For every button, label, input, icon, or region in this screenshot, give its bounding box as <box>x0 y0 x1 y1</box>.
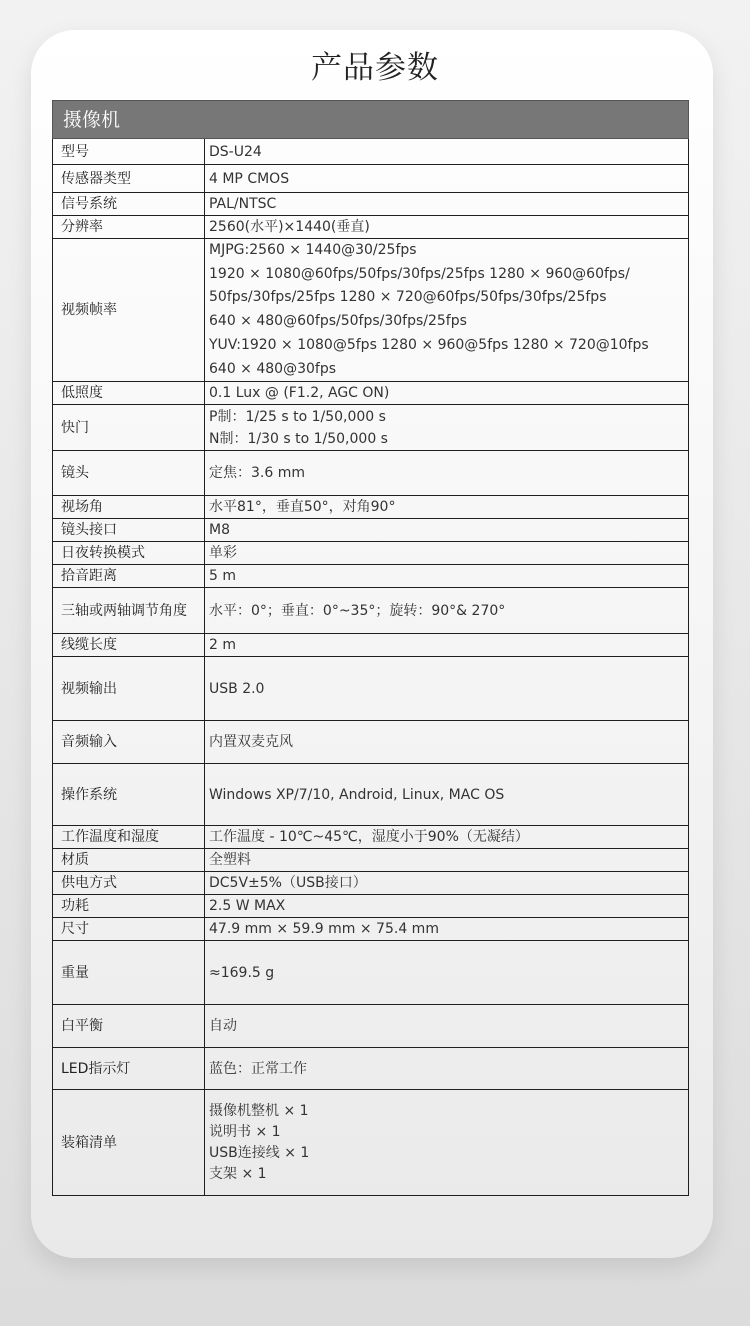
spec-value-lens-mount: M8 <box>205 519 689 542</box>
table-row <box>53 565 689 588</box>
spec-value-framerate: MJPG:2560 × 1440@30/25fps 1920 × 1080@60fps/50fps/30fps/25fps 1280 × 960@60fps/ 50fps/30fps/25fps 1280 × 720@60fps/50fps/30fps/25fps 640 × 480@60fps/50fps/30fps/25fps YUV:1920 × 1080@5fps 1280 × 960@5fps 1280 × 720@10fps 640 × 480@30fps <box>205 239 689 382</box>
spec-name-pickup-distance: 拾音距离 <box>53 565 205 588</box>
spec-table <box>52 100 689 1196</box>
spec-name-lens: 镜头 <box>53 451 205 496</box>
table-row <box>53 826 689 849</box>
spec-value-video-output: USB 2.0 <box>205 657 689 721</box>
table-row <box>53 1090 689 1196</box>
spec-name-os: 操作系统 <box>53 764 205 826</box>
spec-name-min-illumination: 低照度 <box>53 382 205 405</box>
spec-value-material: 全塑料 <box>205 849 689 872</box>
spec-value-temp-humidity: 工作温度 - 10℃~45℃，湿度小于90%（无凝结） <box>205 826 689 849</box>
spec-name-weight: 重量 <box>53 941 205 1005</box>
table-row <box>53 165 689 193</box>
table-row <box>53 451 689 496</box>
section-title: 摄像机 <box>53 101 689 139</box>
spec-name-power-consumption: 功耗 <box>53 895 205 918</box>
spec-value-resolution: 2560(水平)×1440(垂直) <box>205 216 689 239</box>
spec-value-signal: PAL/NTSC <box>205 193 689 216</box>
spec-value-pickup-distance: 5 m <box>205 565 689 588</box>
spec-value-dimensions: 47.9 mm × 59.9 mm × 75.4 mm <box>205 918 689 941</box>
spec-value-weight: ≈169.5 g <box>205 941 689 1005</box>
spec-name-temp-humidity: 工作温度和湿度 <box>53 826 205 849</box>
table-row <box>53 193 689 216</box>
spec-value-sensor: 4 MP CMOS <box>205 165 689 193</box>
spec-value-lens: 定焦：3.6 mm <box>205 451 689 496</box>
spec-name-material: 材质 <box>53 849 205 872</box>
table-row <box>53 721 689 764</box>
spec-name-shutter: 快门 <box>53 405 205 451</box>
spec-value-led: 蓝色：正常工作 <box>205 1048 689 1090</box>
spec-name-sensor: 传感器类型 <box>53 165 205 193</box>
spec-name-adjust-angle: 三轴或两轴调节角度 <box>53 588 205 634</box>
spec-name-framerate: 视频帧率 <box>53 239 205 382</box>
spec-name-audio-input: 音频输入 <box>53 721 205 764</box>
table-row <box>53 1048 689 1090</box>
spec-value-audio-input: 内置双麦克风 <box>205 721 689 764</box>
spec-name-power-supply: 供电方式 <box>53 872 205 895</box>
spec-value-cable-length: 2 m <box>205 634 689 657</box>
spec-value-model: DS-U24 <box>205 139 689 165</box>
spec-value-white-balance: 自动 <box>205 1005 689 1048</box>
table-row <box>53 405 689 451</box>
table-row <box>53 519 689 542</box>
table-row <box>53 849 689 872</box>
spec-name-package-list: 装箱清单 <box>53 1090 205 1196</box>
table-row <box>53 496 689 519</box>
spec-value-power-supply: DC5V±5%（USB接口） <box>205 872 689 895</box>
page-title: 产品参数 <box>311 50 439 86</box>
table-row <box>53 382 689 405</box>
spec-name-model: 型号 <box>53 139 205 165</box>
spec-value-package-list: 摄像机整机 × 1 说明书 × 1 USB连接线 × 1 支架 × 1 <box>205 1090 689 1196</box>
table-row <box>53 588 689 634</box>
table-row <box>53 918 689 941</box>
table-row <box>53 216 689 239</box>
table-row <box>53 657 689 721</box>
table-row <box>53 872 689 895</box>
spec-value-fov: 水平81°，垂直50°，对角90° <box>205 496 689 519</box>
table-row <box>53 895 689 918</box>
spec-value-day-night: 单彩 <box>205 542 689 565</box>
table-row <box>53 1005 689 1048</box>
table-row <box>53 634 689 657</box>
table-row <box>53 139 689 165</box>
spec-name-signal: 信号系统 <box>53 193 205 216</box>
spec-name-lens-mount: 镜头接口 <box>53 519 205 542</box>
spec-value-min-illumination: 0.1 Lux @ (F1.2, AGC ON) <box>205 382 689 405</box>
spec-value-shutter: P制：1/25 s to 1/50,000 s N制：1/30 s to 1/50,000 s <box>205 405 689 451</box>
spec-name-cable-length: 线缆长度 <box>53 634 205 657</box>
spec-value-power-consumption: 2.5 W MAX <box>205 895 689 918</box>
table-row <box>53 239 689 382</box>
spec-name-dimensions: 尺寸 <box>53 918 205 941</box>
section-header <box>53 101 689 139</box>
table-row <box>53 941 689 1005</box>
spec-name-white-balance: 白平衡 <box>53 1005 205 1048</box>
spec-name-fov: 视场角 <box>53 496 205 519</box>
table-row <box>53 764 689 826</box>
spec-name-resolution: 分辨率 <box>53 216 205 239</box>
spec-value-os: Windows XP/7/10, Android, Linux, MAC OS <box>205 764 689 826</box>
spec-name-led: LED指示灯 <box>53 1048 205 1090</box>
spec-name-day-night: 日夜转换模式 <box>53 542 205 565</box>
spec-name-video-output: 视频输出 <box>53 657 205 721</box>
spec-value-adjust-angle: 水平：0°；垂直：0°~35°；旋转：90°& 270° <box>205 588 689 634</box>
table-row <box>53 542 689 565</box>
